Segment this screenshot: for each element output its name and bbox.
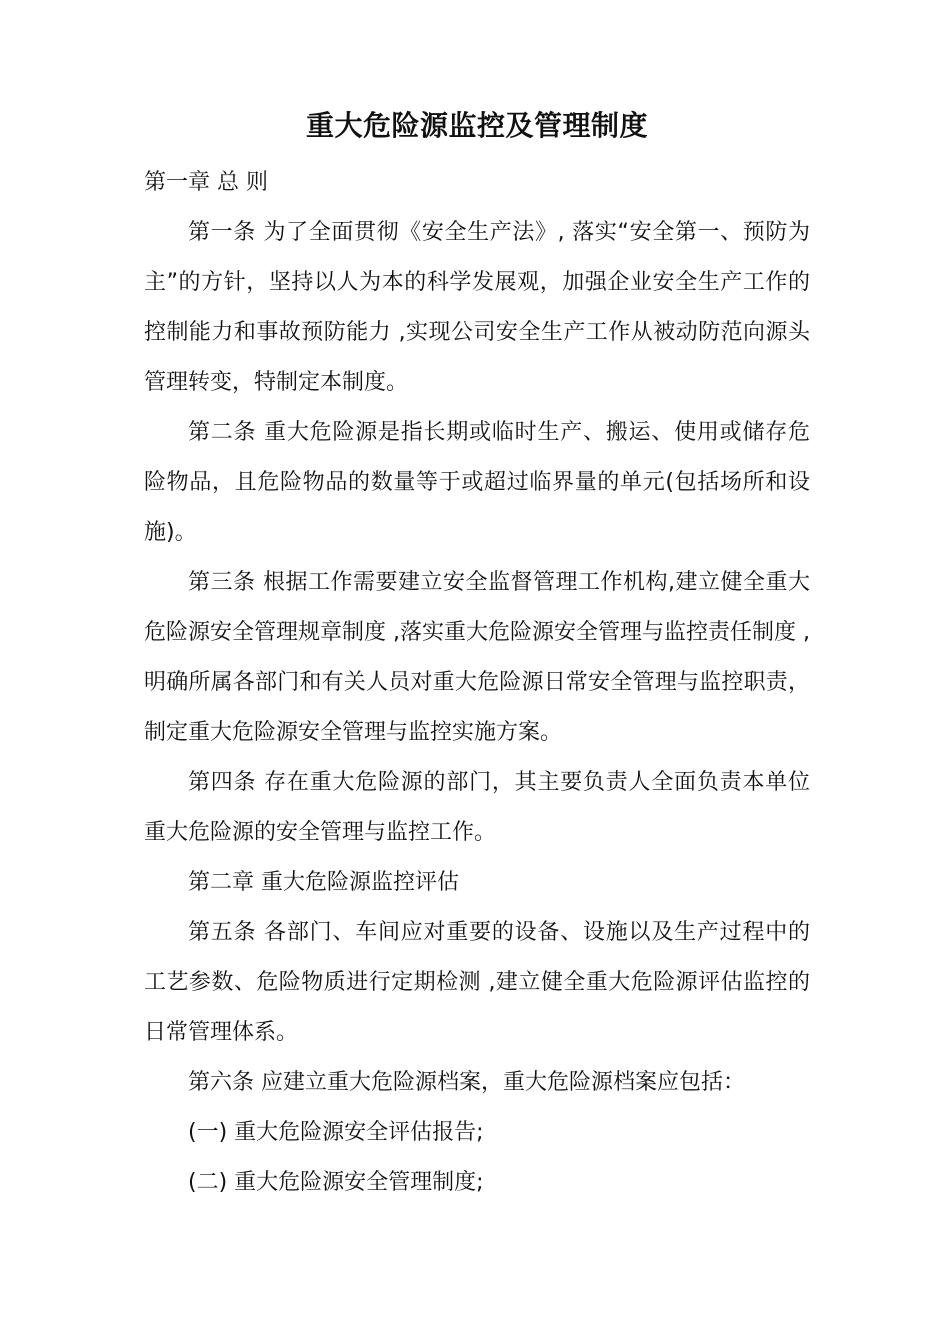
list-item-1: (一) 重大危险源安全评估报告; <box>188 1120 484 1145</box>
article-2: 第二条 重大危险源是指长期或临时生产、搬运、使用或储存危险物品，且危险物品的数量等于或超过临界量的单元(包括场所和设施)。 <box>144 420 810 545</box>
chapter-heading-1: 第一章 总 则 <box>144 170 268 195</box>
chapter-heading-2: 第二章 重大危险源监控评估 <box>188 870 459 895</box>
article-4: 第四条 存在重大危险源的部门，其主要负责人全面负责本单位重大危险源的安全管理与监控工作。 <box>144 770 810 845</box>
list-item-2: (二) 重大危险源安全管理制度; <box>188 1170 484 1195</box>
document-title: 重大危险源监控及管理制度 <box>305 109 648 142</box>
article-6: 第六条 应建立重大危险源档案，重大危险源档案应包括： <box>188 1070 745 1095</box>
article-5: 第五条 各部门、车间应对重要的设备、设施以及生产过程中的工艺参数、危险物质进行定期检测 ,建立健全重大危险源评估监控的日常管理体系。 <box>144 920 810 1045</box>
article-3: 第三条 根据工作需要建立安全监督管理工作机构,建立健全重大危险源安全管理规章制度 ,落实重大危险源安全管理与监控责任制度 ,明确所属各部门和有关人员对重大危险源日常安全管理与监控职责，制定重大危险源安全管理与监控实施方案。 <box>144 570 810 745</box>
article-1: 第一条 为了全面贯彻《安全生产法》, 落实“安全第一、预防为主”的方针，坚持以人为本的科学发展观，加强企业安全生产工作的控制能力和事故预防能力 ,实现公司安全生产工作从被动防范向源头管理转变，特制定本制度。 <box>144 220 810 395</box>
document-body <box>144 158 810 1208</box>
